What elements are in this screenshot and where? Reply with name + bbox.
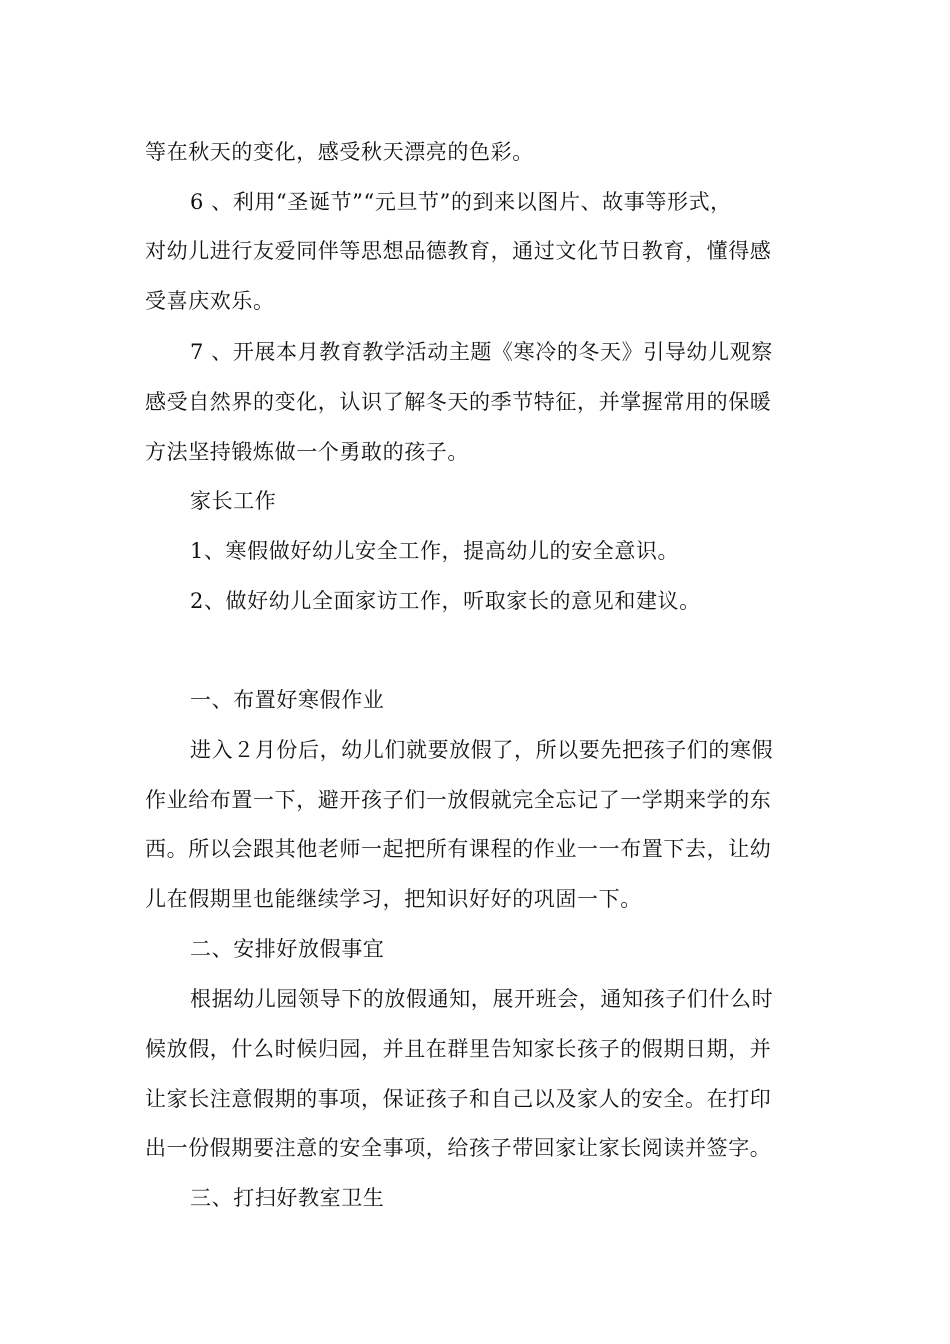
section-heading: 三、打扫好教室卫生 — [190, 1186, 385, 1210]
section-heading: 一、布置好寒假作业 — [190, 688, 385, 712]
list-item: 1、寒假做好幼儿安全工作，提高幼儿的安全意识。 — [190, 539, 680, 563]
text-line: 出一份假期要注意的安全事项，给孩子带回家让家长阅读并签字。 — [145, 1136, 772, 1160]
text-line: 7 、开展本月教育教学活动主题《寒冷的冬天》引导幼儿观察 — [190, 340, 773, 364]
text-line: 受喜庆欢乐。 — [145, 289, 275, 313]
text-line: 方法坚持锻炼做一个勇敢的孩子。 — [145, 440, 469, 464]
text-line: 候放假，什么时候归园，并且在群里告知家长孩子的假期日期，并 — [145, 1037, 772, 1061]
text-line: 6 、利用“圣诞节”“元旦节”的到来以图片、故事等形式， — [190, 190, 732, 214]
text-line: 西。所以会跟其他老师一起把所有课程的作业一一布置下去，让幼 — [145, 837, 772, 861]
text-line: 感受自然界的变化，认识了解冬天的季节特征，并掌握常用的保暖 — [145, 390, 772, 414]
text-line: 对幼儿进行友爱同伴等思想品德教育，通过文化节日教育，懂得感 — [145, 239, 772, 263]
text-line: 让家长注意假期的事项，保证孩子和自己以及家人的安全。在打印 — [145, 1087, 772, 1111]
list-item: 2、做好幼儿全面家访工作，听取家长的意见和建议。 — [190, 589, 701, 613]
text-line: 根据幼儿园领导下的放假通知，展开班会，通知孩子们什么时 — [190, 987, 774, 1011]
text-line: 作业给布置一下，避开孩子们一放假就完全忘记了一学期来学的东 — [145, 788, 772, 812]
text-line: 等在秋天的变化，感受秋天漂亮的色彩。 — [145, 140, 534, 164]
text-line: 进入２月份后，幼儿们就要放假了，所以要先把孩子们的寒假 — [190, 738, 774, 762]
section-heading: 二、安排好放假事宜 — [190, 937, 385, 961]
text-line: 儿在假期里也能继续学习，把知识好好的巩固一下。 — [145, 887, 642, 911]
section-heading: 家长工作 — [190, 489, 277, 513]
